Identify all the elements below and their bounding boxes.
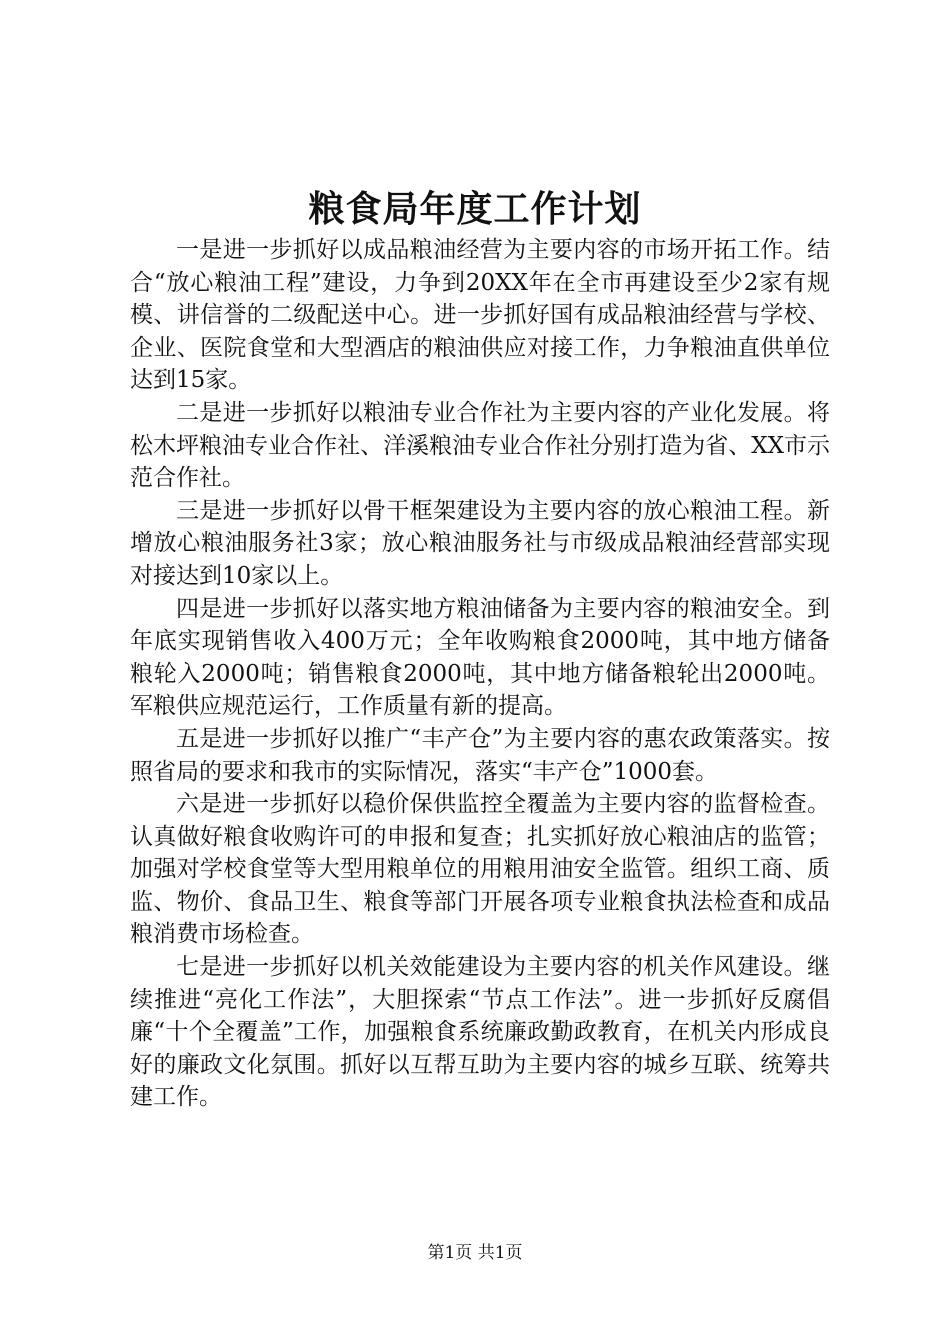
- paragraph-6: 六是进一步抓好以稳价保供监控全覆盖为主要内容的监督检查。认真做好粮食收购许可的申报和复查；扎实抓好放心粮油店的监管；加强对学校食堂等大型用粮单位的用粮用油安全监管。组织工商、质监、物价、食品卫生、粮食等部门开展各项专业粮食执法检查和成品粮消费市场检查。: [130, 791, 830, 948]
- document-title: 粮食局年度工作计划: [308, 188, 642, 230]
- document-body: [130, 234, 830, 1114]
- paragraph-3: 三是进一步抓好以骨干框架建设为主要内容的放心粮油工程。新增放心粮油服务社3家；放心粮油服务社与市级成品粮油经营部实现对接达到10家以上。: [130, 497, 830, 589]
- paragraph-4: 四是进一步抓好以落实地方粮油储备为主要内容的粮油安全。到年底实现销售收入400万元；全年收购粮食2000吨，其中地方储备粮轮入2000吨；销售粮食2000吨，其中地方储备粮轮出2000吨。军粮供应规范运行，工作质量有新的提高。: [130, 595, 830, 720]
- paragraph-7: 七是进一步抓好以机关效能建设为主要内容的机关作风建设。继续推进“亮化工作法”，大胆探索“节点工作法”。进一步抓好反腐倡廉“十个全覆盖”工作，加强粮食系统廉政勤政教育，在机关内形成良好的廉政文化氛围。抓好以互帮互助为主要内容的城乡互联、统筹共建工作。: [130, 954, 830, 1111]
- page-footer: 第1页 共1页: [427, 1243, 523, 1263]
- paragraph-5: 五是进一步抓好以推广“丰产仓”为主要内容的惠农政策落实。按照省局的要求和我市的实际情况，落实“丰产仓”1000套。: [130, 725, 830, 785]
- paragraph-1: 一是进一步抓好以成品粮油经营为主要内容的市场开拓工作。结合“放心粮油工程”建设，力争到20XX年在全市再建设至少2家有规模、讲信誉的二级配送中心。进一步抓好国有成品粮油经营与学校、企业、医院食堂和大型酒店的粮油供应对接工作，力争粮油直供单位达到15家。: [130, 237, 830, 394]
- paragraph-2: 二是进一步抓好以粮油专业合作社为主要内容的产业化发展。将松木坪粮油专业合作社、洋溪粮油专业合作社分别打造为省、XX市示范合作社。: [130, 399, 830, 492]
